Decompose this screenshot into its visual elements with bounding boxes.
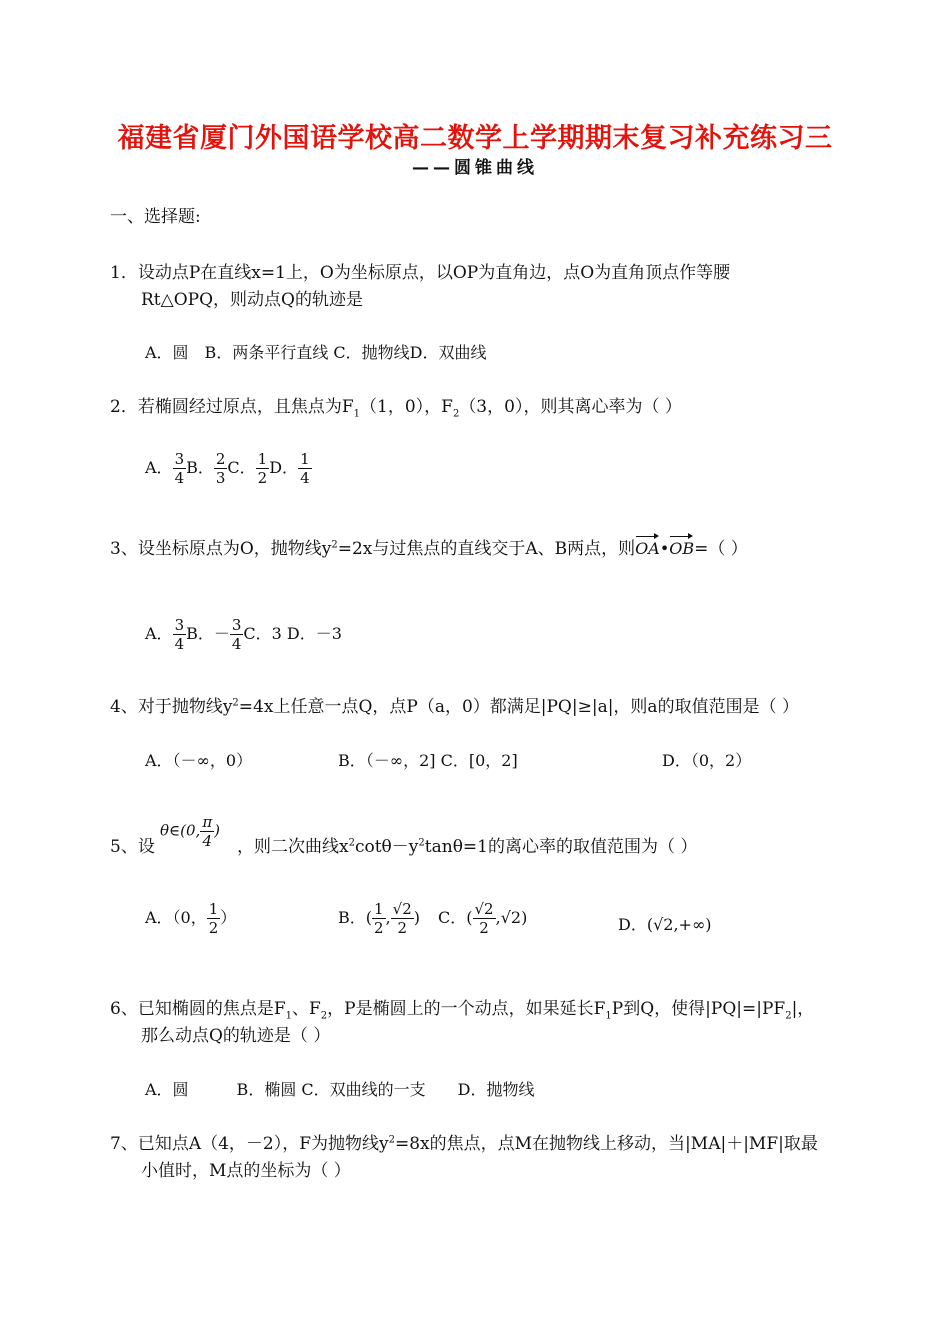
- q1-stem-line1: 1．设动点P在直线x=1上，O为坐标原点，以OP为直角边，点O为直角顶点作等腰: [110, 263, 731, 283]
- q2-label-c: C．: [227, 458, 256, 477]
- q3-b-num: 3: [231, 616, 242, 634]
- q2-label-a: A．: [145, 458, 173, 477]
- q5-b-comma: ,: [385, 908, 391, 927]
- q5-b-num2: √2: [392, 900, 412, 918]
- q3-stem: [110, 538, 748, 560]
- q6-stem-line2: 那么动点Q的轨迹是（ ）: [141, 1026, 331, 1046]
- q5-b-den2: 2: [397, 919, 407, 937]
- q5-c-rest: ,√2): [495, 908, 528, 927]
- q2-b-num: 2: [215, 450, 226, 468]
- q2-a-den: 4: [174, 469, 185, 487]
- q5-a-close: ）: [220, 908, 237, 927]
- q2-stem: [110, 396, 682, 418]
- q6-line1-d: P到Q，使得|PQ|=|PF: [611, 999, 786, 1019]
- q5-option-c: [438, 900, 527, 937]
- q4-sup: 2: [232, 697, 239, 709]
- q6-s3: 1: [605, 1010, 612, 1022]
- q3-frac-b: [230, 616, 244, 653]
- q4-option-a: A．（－∞，0）: [145, 751, 253, 770]
- q5-stem-a: ，则二次曲线x: [237, 837, 349, 857]
- page-subtitle: ——圆锥曲线: [412, 158, 538, 178]
- q2-b-den: 3: [215, 469, 226, 487]
- q5-frac-a: [207, 900, 221, 937]
- q5-label-d: D．: [618, 915, 647, 934]
- q3-stem-a: 3、设坐标原点为O，抛物线y: [110, 539, 332, 559]
- page-title: 福建省厦门外国语学校高二数学上学期期末复习补充练习三: [117, 123, 833, 154]
- q5-frac-b1: [372, 900, 386, 937]
- q7-stem-line1: [110, 1133, 818, 1155]
- q3-vector-ob: OB: [669, 539, 695, 558]
- section-heading: 一、选择题:: [110, 207, 201, 227]
- q4-option-d: D．（0，2）: [662, 751, 752, 770]
- q5-a-num: 1: [208, 900, 219, 918]
- q2-sub1: 1: [353, 408, 360, 420]
- q1-options: A．圆 B．两条平行直线 C．抛物线D．双曲线: [145, 343, 487, 362]
- q3-dot: •: [659, 539, 670, 558]
- q5-theta-condition: [160, 813, 220, 850]
- q4-stem-b: =4x上任意一点Q，点P（a，0）都满足|PQ|≥|a|，则a的取值范围是（ ）: [238, 697, 799, 717]
- q5-label: 5、设: [110, 837, 155, 857]
- q6-s4: 2: [785, 1010, 792, 1022]
- q3-sup: 2: [331, 539, 338, 551]
- q2-label-d: D．: [269, 458, 299, 477]
- q3-a-num: 3: [174, 616, 185, 634]
- q5-label-a: A．（0，: [145, 908, 207, 927]
- q5-stem-c: tanθ=1的离心率的取值范围为（ ）: [424, 837, 698, 857]
- q5-theta-post: ): [214, 821, 221, 840]
- q3-rest: C．3 D．－3: [243, 624, 342, 643]
- q5-c-den: 2: [479, 919, 489, 937]
- q2-sub2: 2: [452, 408, 460, 420]
- q2-d-den: 4: [300, 469, 310, 487]
- q7-sup: 2: [388, 1134, 395, 1146]
- q3-stem-b: =2x与过焦点的直线交于A、B两点，则: [337, 539, 636, 559]
- q6-line1-b: 、F: [292, 999, 321, 1019]
- q6-options: A．圆 B．椭圆 C．双曲线的一支 D．抛物线: [145, 1080, 535, 1099]
- q2-stem-b: （1，0），F: [360, 397, 453, 417]
- q5-a-den: 2: [208, 919, 219, 937]
- q5-frac-b2: [391, 900, 414, 937]
- q5-four: 4: [202, 832, 213, 850]
- q5-frac-c: [473, 900, 496, 937]
- q5-pi: π: [202, 813, 213, 831]
- q4-option-b-c: B．（－∞，2] C．[0，2]: [338, 751, 518, 770]
- q3-a-den: 4: [174, 635, 185, 653]
- q7-stem-line2: 小值时，M点的坐标为（ ）: [141, 1161, 351, 1181]
- q7-line1-a: 7、已知点A（4，－2），F为抛物线y: [110, 1134, 389, 1154]
- q6-line1-e: |，: [791, 999, 815, 1019]
- q2-frac-a: [173, 450, 187, 487]
- q6-line1-c: ，P是椭圆上的一个动点，如果延长F: [327, 999, 606, 1019]
- q6-s2: 2: [320, 1010, 328, 1022]
- q2-c-den: 2: [257, 469, 268, 487]
- q2-options: [145, 450, 312, 487]
- q2-c-num: 1: [257, 450, 268, 468]
- q6-stem-line1: [110, 998, 814, 1020]
- q2-label-b: B．: [186, 458, 214, 477]
- q3-options: [145, 616, 342, 653]
- q2-d-num: 1: [300, 450, 310, 468]
- q5-b-close: ): [413, 908, 421, 927]
- q3-stem-c: =（ ）: [694, 539, 748, 559]
- q3-frac-a: [173, 616, 187, 653]
- q5-sup2: 2: [418, 837, 425, 849]
- q2-frac-c: [256, 450, 270, 487]
- q5-stem-b: cotθ－y: [354, 837, 419, 857]
- q6-line1-a: 6、已知椭圆的焦点是F: [110, 999, 286, 1019]
- q5-option-a: [145, 900, 236, 937]
- q3-label-b: B．－: [186, 624, 230, 643]
- q2-frac-d: [298, 450, 312, 487]
- q2-a-num: 3: [174, 450, 185, 468]
- q5-stem: [237, 836, 697, 858]
- q2-frac-b: [214, 450, 228, 487]
- q5-option-b: [338, 900, 420, 937]
- q3-label-a: A．: [145, 624, 173, 643]
- q5-sup1: 2: [348, 837, 355, 849]
- q5-label-c: C．: [438, 908, 467, 927]
- q5-b-open: (: [365, 908, 373, 927]
- q5-label-b: B．: [338, 908, 366, 927]
- q5-b-num1: 1: [374, 900, 384, 918]
- q4-stem: [110, 696, 799, 718]
- q2-stem-c: （3，0），则其离心率为（ ）: [459, 397, 682, 417]
- q2-stem-a: 2．若椭圆经过原点，且焦点为F: [110, 397, 354, 417]
- q7-line1-b: =8x的焦点，点M在抛物线上移动，当|MA|＋|MF|取最: [395, 1134, 818, 1154]
- q4-stem-a: 4、对于抛物线y: [110, 697, 233, 717]
- q6-s1: 1: [285, 1010, 292, 1022]
- q1-stem-line2: Rt△OPQ，则动点Q的轨迹是: [141, 290, 363, 310]
- q3-vector-oa: OA: [635, 539, 660, 558]
- q5-c-open: (: [466, 908, 473, 927]
- q5-pi-frac: [200, 813, 214, 850]
- q5-theta-pre: θ∈(0,: [160, 821, 201, 840]
- q5-b-den1: 2: [374, 919, 384, 937]
- q5-option-d: [618, 914, 712, 936]
- q3-b-den: 4: [231, 635, 242, 653]
- q5-c-num: √2: [474, 900, 494, 918]
- q5-d-expr: (√2,+∞): [646, 915, 712, 934]
